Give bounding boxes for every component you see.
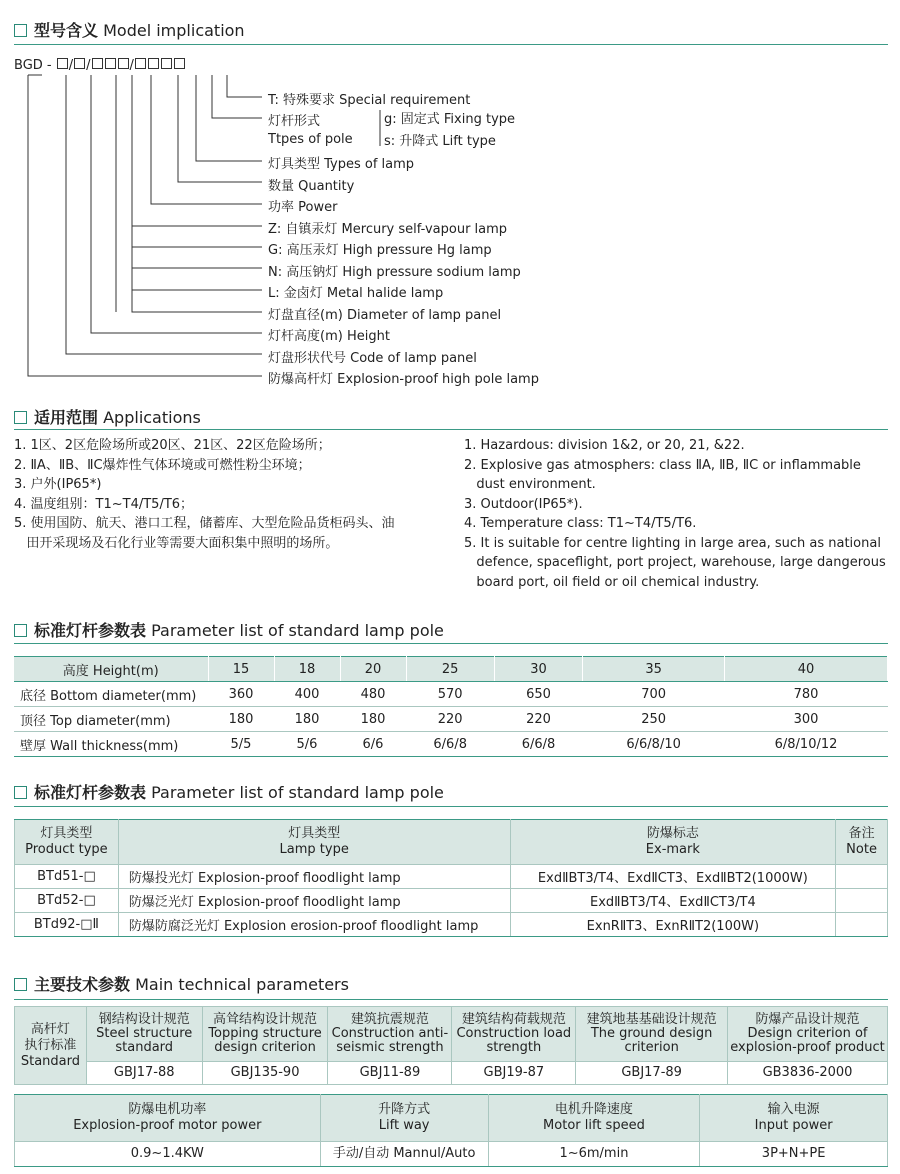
label-special-requirement: T: 特殊要求 Special requirement	[268, 93, 471, 108]
table-row: BTd51-□ 防爆投光灯 Explosion-proof floodlight lamp ExdⅡBT3/T4、ExdⅡCT3、ExdⅡBT2(1000W)	[15, 865, 888, 889]
applications-en: 1. Hazardous: division 1&2, or 20, 21, &22. 2. Explosive gas atmosphers: class ⅡA, ⅡB, ⅡC or inflammable dust environment. 3. Outdoor(IP65*). 4. Temperature class: T1~T4/T5/T6. 5. It is suitable for centre lighting in large area, such as national defence, spaceflight, port project, warehouse, large dangerous board port, oil field or oil chemical industry.	[464, 438, 886, 590]
label-power: 功率 Power	[268, 200, 338, 215]
section-title-model: 型号含义 Model implication	[14, 18, 245, 41]
label-metal-halide-lamp: L: 金卤灯 Metal halide lamp	[268, 286, 444, 301]
label-fixing-type: g: 固定式 Fixing type	[384, 112, 516, 127]
table-header-row: 灯具类型 Product type 灯具类型 Lamp type 防爆标志 Ex-mark 备注 Note	[15, 820, 888, 865]
table-row: 高度 Height(m) 15 18 20 25 30 35 40	[14, 657, 888, 682]
label-hg-lamp: G: 高压汞灯 High pressure Hg lamp	[268, 243, 492, 258]
label-sodium-lamp: N: 高压钠灯 High pressure sodium lamp	[268, 265, 521, 280]
table-row: BTd92-□Ⅱ 防爆防腐泛光灯 Explosion erosion-proof floodlight lamp ExnRⅡT3、ExnRⅡT2(100W)	[15, 913, 888, 937]
section-rule	[14, 999, 888, 1000]
label-mercury-lamp: Z: 自镇汞灯 Mercury self-vapour lamp	[268, 222, 508, 237]
label-pole-type-en: Ttpes of pole	[268, 132, 353, 147]
label-high-pole-lamp: 防爆高杆灯 Explosion-proof high pole lamp	[268, 372, 539, 387]
section-rule	[14, 806, 888, 807]
table-row: GBJ17-88 GBJ135-90 GBJ11-89 GBJ19-87 GBJ17-89 GB3836-2000	[15, 1062, 888, 1085]
motor-table	[14, 1094, 888, 1167]
section-title-lamp-params: 标准灯杆参数表 Parameter list of standard lamp pole	[14, 780, 444, 803]
section-rule	[14, 429, 888, 430]
label-lamp-type: 灯具类型 Types of lamp	[268, 157, 415, 172]
section-title-pole-params: 标准灯杆参数表 Parameter list of standard lamp pole	[14, 618, 444, 641]
table-header-row: 防爆电机功率 Explosion-proof motor power 升降方式 Lift way 电机升降速度 Motor lift speed 输入电源 Input power	[15, 1095, 888, 1142]
label-height: 灯杆高度(m) Height	[268, 329, 390, 344]
table-header-row: 高杆灯 执行标准 Standard 钢结构设计规范 Steel structure standard 高耸结构设计规范 Topping structure design criterion 建筑抗震规范 Construction anti- seismic strength 建筑结构荷载规范 Construction load strength 建筑地基基础设计规范 The ground design criterion 防爆产品设计规范 Design criterion of explosion-proof product	[15, 1007, 888, 1062]
lamp-type-table	[14, 819, 888, 937]
model-connector-lines	[0, 0, 900, 400]
section-title-applications: 适用范围 Applications	[14, 405, 201, 428]
standards-table	[14, 1006, 888, 1085]
label-pole-type-zh: 灯杆形式	[268, 114, 321, 129]
table-row: 壁厚 Wall thickness(mm) 5/5 5/6 6/6 6/6/8 6/6/8 6/6/8/10 6/8/10/12	[14, 732, 888, 757]
table-row: 底径 Bottom diameter(mm) 360 400 480 570 650 700 780	[14, 682, 888, 707]
table-row: 0.9~1.4KW 手动/自动 Mannul/Auto 1~6m/min 3P+N+PE	[15, 1142, 888, 1167]
pole-parameter-table	[14, 656, 888, 757]
section-title-tech-params: 主要技术参数 Main technical parameters	[14, 972, 349, 995]
model-code: BGD - / / /	[14, 58, 186, 73]
checkbox-square-icon	[14, 978, 27, 991]
checkbox-square-icon	[14, 411, 27, 424]
applications-zh: 1. 1区、2区危险场所或20区、21区、22区危险场所； 2. ⅡA、ⅡB、ⅡC爆炸性气体环境或可燃性粉尘环境； 3. 户外(IP65*) 4. 温度组别：T1~T4/T5/T6； 5. 使用国防、航天、港口工程，储蓄库、大型危险品货柜码头、油 田开采现场及石化行业等需要大面积集中照明的场所。	[14, 438, 395, 551]
section-rule	[14, 643, 888, 644]
checkbox-square-icon	[14, 624, 27, 637]
checkbox-square-icon	[14, 786, 27, 799]
table-row: 顶径 Top diameter(mm) 180 180 180 220 220 250 300	[14, 707, 888, 732]
label-quantity: 数量 Quantity	[268, 179, 355, 194]
label-panel-code: 灯盘形状代号 Code of lamp panel	[268, 351, 477, 366]
label-panel-diameter: 灯盘直径(m) Diameter of lamp panel	[268, 308, 502, 323]
label-lift-type: s: 升降式 Lift type	[384, 134, 496, 149]
table-row: BTd52-□ 防爆泛光灯 Explosion-proof floodlight lamp ExdⅡBT3/T4、ExdⅡCT3/T4	[15, 889, 888, 913]
